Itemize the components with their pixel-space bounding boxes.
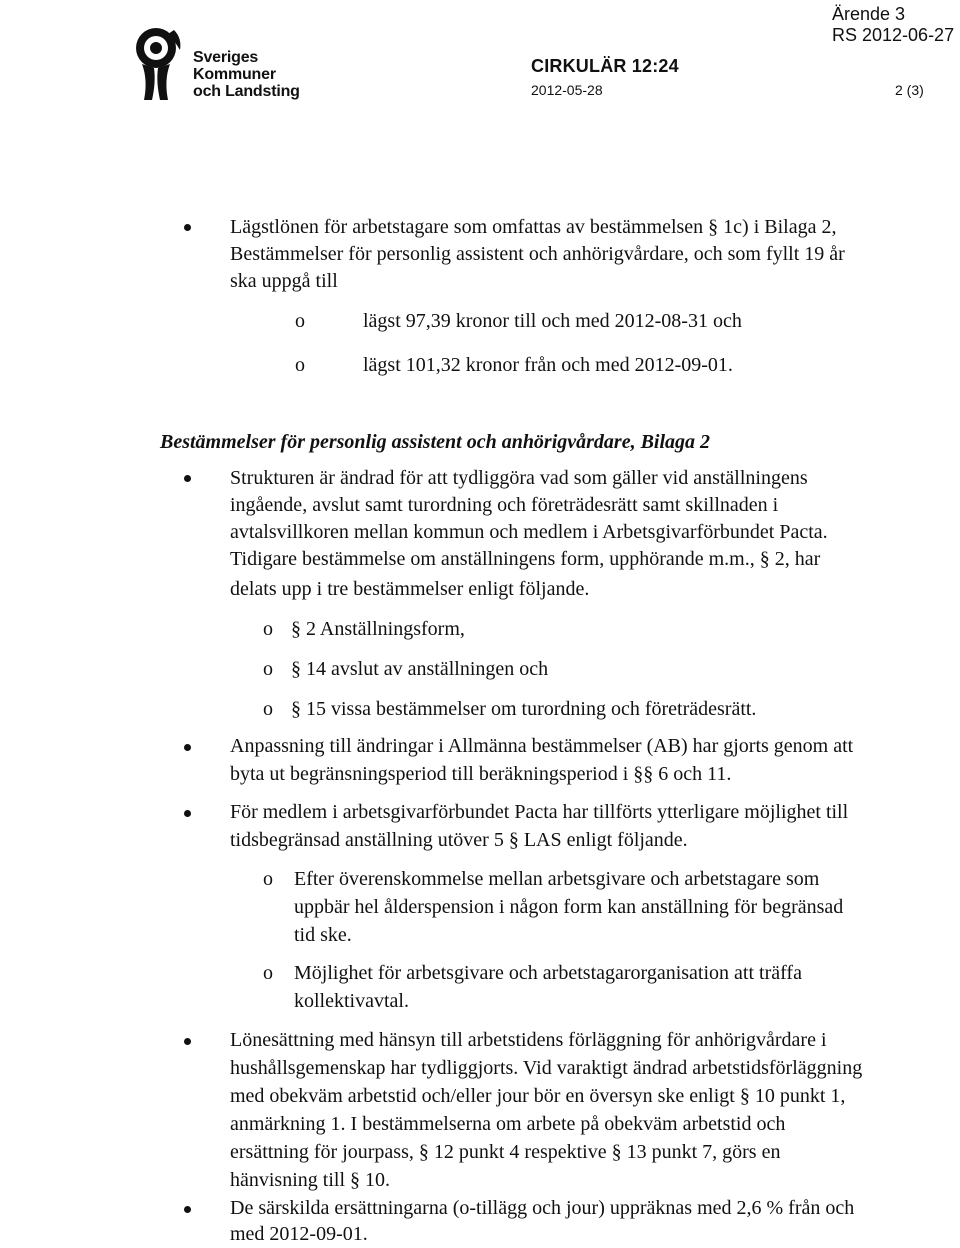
sub-item: § 14 avslut av anställningen och [291,658,549,680]
circular-date: 2012-05-28 [531,82,603,98]
sub-bullet-marker: o [263,962,273,984]
body-line: hushållsgemenskap har tydliggjorts. Vid varaktigt ändrad arbetstidsförläggning [230,1057,863,1079]
body-line: delats upp i tre bestämmelser enligt följande. [230,578,590,600]
org-name-line3: och Landsting [193,83,300,100]
body-line: Lägstlönen för arbetstagare som omfattas av bestämmelsen § 1c) i Bilaga 2, [230,216,837,238]
sub-item-line: kollektivavtal. [294,990,409,1012]
body-line: ska uppgå till [230,270,338,292]
body-line: byta ut begränsningsperiod till beräkningsperiod i §§ 6 och 11. [230,763,732,785]
body-line: hänvisning till § 10. [230,1169,390,1191]
sub-bullet-marker: o [295,354,305,376]
sub-item: § 15 vissa bestämmelser om turordning och företrädesrätt. [291,698,757,720]
sub-item-line: Möjlighet för arbetsgivare och arbetstagarorganisation att träffa [294,962,802,984]
stamp-arende: Ärende 3 [832,4,906,24]
body-line: ingående, avslut samt turordning och företrädesrätt samt skillnaden i [230,494,779,516]
sub-bullet-marker: o [263,618,273,640]
body-line: Strukturen är ändrad för att tydliggöra vad som gäller vid anställningens [230,467,808,489]
sub-bullet-marker: o [263,698,273,720]
sub-item-line: Efter överenskommelse mellan arbetsgivare och arbetstagare som [294,868,820,890]
sub-item: lägst 101,32 kronor från och med 2012-09-01. [363,354,733,376]
page-number: 2 (3) [895,82,924,98]
body-line: tidsbegränsad anställning utöver 5 § LAS enligt följande. [230,829,688,851]
org-name-line1: Sveriges [193,49,259,66]
sub-bullet-marker: o [295,310,305,332]
org-name-line2: Kommuner [193,66,276,83]
bullet-dot [184,810,191,817]
sub-bullet-marker: o [263,658,273,680]
body-line: För medlem i arbetsgivarförbundet Pacta har tillförts ytterligare möjlighet till [230,801,849,823]
body-line: Bestämmelser för personlig assistent och anhörigvårdare, och som fyllt 19 år [230,243,845,265]
body-line: avtalsvillkoren mellan kommun och medlem i Arbetsgivarförbundet Pacta. [230,521,828,543]
skl-logo [134,24,182,102]
sub-item: lägst 97,39 kronor till och med 2012-08-31 och [363,310,742,332]
body-line: ersättning för jourpass, § 12 punkt 4 respektive § 13 punkt 7, görs en [230,1141,781,1163]
section-heading: Bestämmelser för personlig assistent och anhörigvårdare, Bilaga 2 [160,431,711,453]
body-line: med obekväm arbetstid och/eller jour bör en översyn ske enligt § 10 punkt 1, [230,1085,846,1107]
body-line: med 2012-09-01. [230,1223,368,1245]
body-line: Anpassning till ändringar i Allmänna bestämmelser (AB) har gjorts genom att [230,735,854,757]
sub-item-line: uppbär hel ålderspension i någon form kan anställning för begränsad [294,896,844,918]
bullet-dot [184,224,191,231]
sub-item: § 2 Anställningsform, [291,618,465,640]
body-line: anmärkning 1. I bestämmelserna om arbete på obekväm arbetstid och [230,1113,786,1135]
circular-title: CIRKULÄR 12:24 [531,56,679,76]
stamp-rs-date: RS 2012-06-27 [832,25,955,45]
bullet-dot [184,475,191,482]
sub-item-line: tid ske. [294,924,352,946]
bullet-dot [184,1206,191,1213]
body-line: Lönesättning med hänsyn till arbetstidens förläggning för anhörigvårdare i [230,1029,827,1051]
sub-bullet-marker: o [263,868,273,890]
bullet-dot [184,1038,191,1045]
bullet-dot [184,744,191,751]
body-line: Tidigare bestämmelse om anställningens form, upphörande m.m., § 2, har [230,548,821,570]
body-line: De särskilda ersättningarna (o-tillägg och jour) uppräknas med 2,6 % från och [230,1197,855,1219]
